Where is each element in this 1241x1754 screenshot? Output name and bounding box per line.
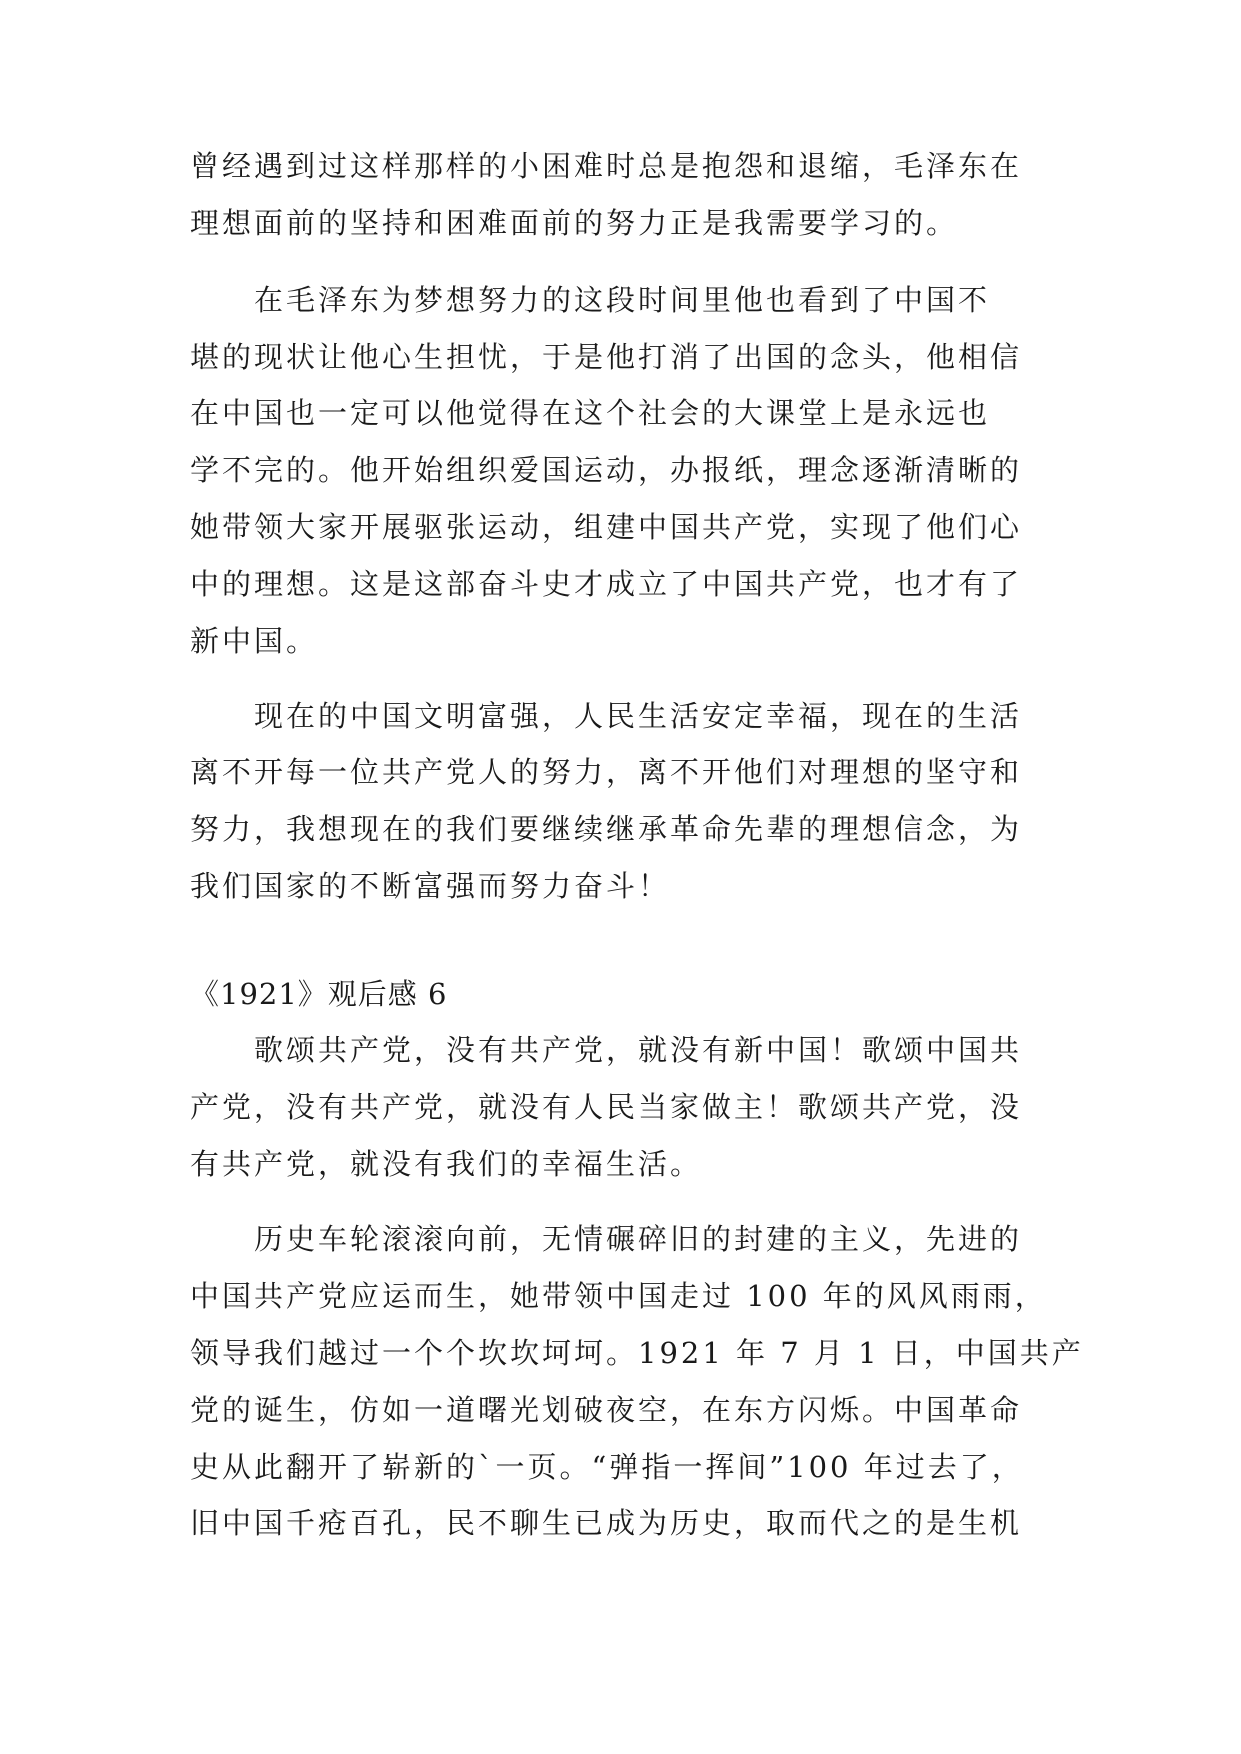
- paragraph-line: 离不开每一位共产党人的努力，离不开他们对理想的坚守和: [190, 755, 1023, 789]
- section-title: 《1921》观后感 6: [190, 977, 448, 1011]
- paragraph-line: 史从此翻开了崭新的`一页。“弹指一挥间”100 年过去了，: [190, 1450, 1024, 1484]
- paragraph-line: 歌颂共产党，没有共产党，就没有新中国！歌颂中国共: [190, 1033, 1023, 1067]
- paragraph-line: 堪的现状让他心生担忧，于是他打消了出国的念头，他相信: [190, 340, 1023, 374]
- paragraph-line: 产党，没有共产党，就没有人民当家做主！歌颂共产党，没: [190, 1090, 1023, 1124]
- paragraph-line: 中国共产党应运而生，她带领中国走过 100 年的风风雨雨，: [190, 1279, 1047, 1313]
- paragraph-line: 有共产党，就没有我们的幸福生活。: [190, 1147, 703, 1181]
- paragraph-line: 在中国也一定可以他觉得在这个社会的大课堂上是永远也: [190, 396, 991, 430]
- paragraph-line: 她带领大家开展驱张运动，组建中国共产党，实现了他们心: [190, 510, 1023, 544]
- paragraph-line: 曾经遇到过这样那样的小困难时总是抱怨和退缩，毛泽东在: [190, 149, 1023, 183]
- paragraph-line: 努力，我想现在的我们要继续继承革命先辈的理想信念，为: [190, 812, 1023, 846]
- paragraph-line: 理想面前的坚持和困难面前的努力正是我需要学习的。: [190, 206, 959, 240]
- paragraph-line: 中的理想。这是这部奋斗史才成立了中国共产党，也才有了: [190, 567, 1023, 601]
- paragraph-line: 党的诞生，仿如一道曙光划破夜空，在东方闪烁。中国革命: [190, 1393, 1023, 1427]
- paragraph-line: 历史车轮滚滚向前，无情碾碎旧的封建的主义，先进的: [190, 1222, 1023, 1256]
- paragraph-line: 在毛泽东为梦想努力的这段时间里他也看到了中国不: [190, 283, 991, 317]
- paragraph-line: 旧中国千疮百孔，民不聊生已成为历史，取而代之的是生机: [190, 1506, 1023, 1540]
- paragraph-line: 新中国。: [190, 624, 319, 658]
- paragraph-line: 学不完的。他开始组织爱国运动，办报纸，理念逐渐清晰的: [190, 453, 1023, 487]
- paragraph-line: 现在的中国文明富强，人民生活安定幸福，现在的生活: [190, 699, 1023, 733]
- paragraph-line: 我们国家的不断富强而努力奋斗！: [190, 869, 671, 903]
- paragraph-line: 领导我们越过一个个坎坎坷坷。1921 年 7 月 1 日，中国共产: [190, 1336, 1084, 1370]
